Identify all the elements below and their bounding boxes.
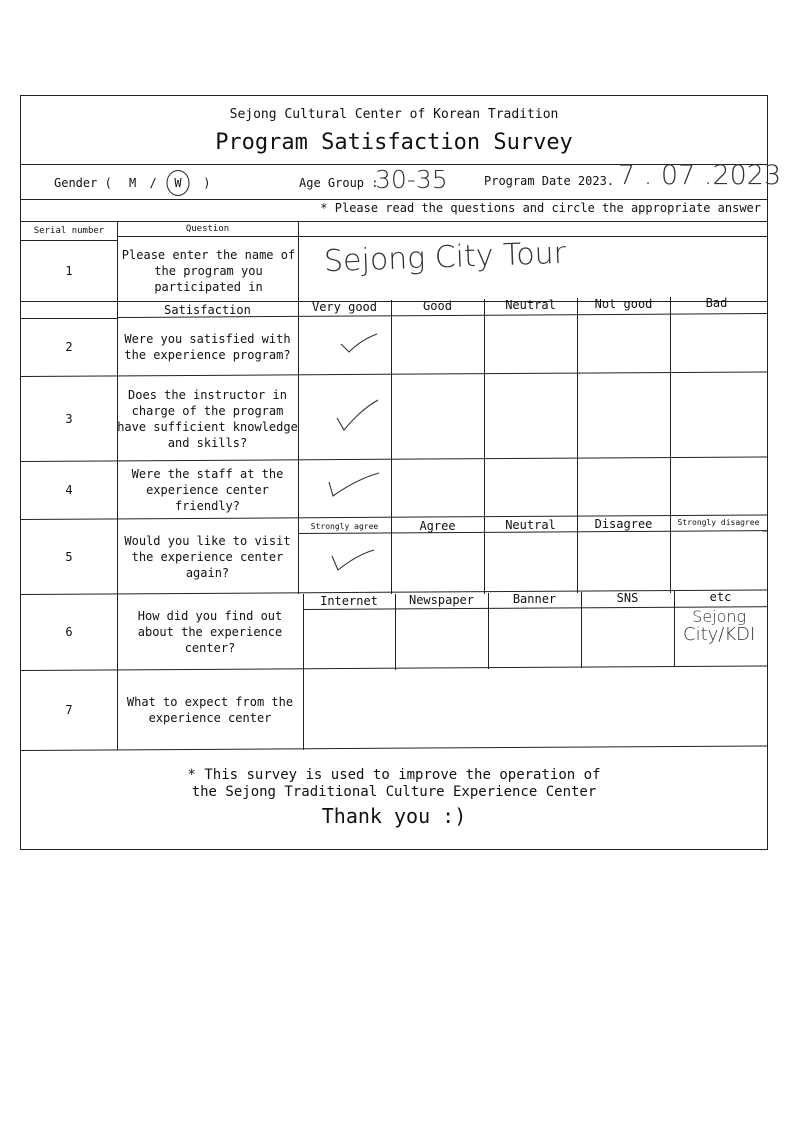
scale-agree: Agree [419,519,456,533]
instruction-text: * Please read the questions and circle the appropriate answer [320,201,761,215]
checkmark-icon [339,332,379,358]
serial-number-header: Serial number [33,226,105,236]
scale-etc: etc [709,590,732,604]
circle-icon [165,169,191,197]
page-title: Program Satisfaction Survey [215,130,573,155]
age-group-label: Age Group : [299,176,379,190]
serial-3: 3 [65,411,73,426]
gender-option-m[interactable]: M [129,176,137,190]
expectation-answer-box[interactable] [303,670,767,746]
thank-you-text: Thank you :) [321,804,467,828]
footer-note-line-1: * This survey is used to improve the operation of [187,767,601,783]
program-date-value[interactable]: 7 . 07 .2023 [618,160,782,191]
serial-6: 6 [65,625,73,639]
serial-2: 2 [65,340,73,354]
program-date-label: Program Date 2023. [484,174,615,188]
gender-option-w[interactable]: W [170,175,186,191]
serial-5: 5 [65,549,73,564]
gender-label: Gender ( [54,176,112,190]
checkmark-icon [327,470,381,500]
survey-form [20,95,782,850]
scale-bad: Bad [705,296,728,310]
scale-strongly-agree: Strongly agree [310,522,379,531]
question-3: Does the instructor in charge of the program have sufficient knowledge and skills? [117,388,298,450]
checkmark-icon [334,398,380,434]
scale-internet: Internet [320,594,378,608]
scale-disagree: Disagree [594,517,653,531]
program-name-answer[interactable]: Sejong City Tour [323,235,567,280]
scale-sns: SNS [616,591,639,605]
scale-strongly-disagree: Strongly disagree [677,518,760,527]
age-group-value[interactable]: 30-35 [375,165,448,194]
question-6: How did you find out about the experience center? [137,609,283,655]
satisfaction-label: Satisfaction [164,302,251,317]
scale-neutral-b: Neutral [505,518,556,532]
footer-note-line-2: the Sejong Traditional Culture Experience Center [191,784,597,800]
gender-field: Gender ( M / W ) [54,175,210,191]
scale-newspaper: Newspaper [408,593,475,607]
scale-neutral: Neutral [505,298,556,312]
question-4: Were the staff at the experience center friendly? [131,467,284,513]
serial-1: 1 [65,263,73,278]
etc-answer[interactable]: Sejong City/KDI [683,607,756,645]
serial-7: 7 [65,703,73,717]
scale-not-good: Not good [594,297,653,311]
scale-good: Good [423,299,452,313]
org-name: Sejong Cultural Center of Korean Tradition [229,107,559,122]
checkmark-icon [330,548,376,574]
question-1: Please enter the name of the program you participated in [121,248,296,294]
question-5: Would you like to visit the experience center again? [124,534,291,580]
serial-4: 4 [65,483,73,497]
question-header: Question [185,224,230,234]
scale-banner: Banner [512,592,557,606]
scale-very-good: Very good [311,300,378,314]
question-2: Were you satisfied with the experience program? [124,332,291,362]
question-7: What to expect from the experience center [126,695,294,725]
